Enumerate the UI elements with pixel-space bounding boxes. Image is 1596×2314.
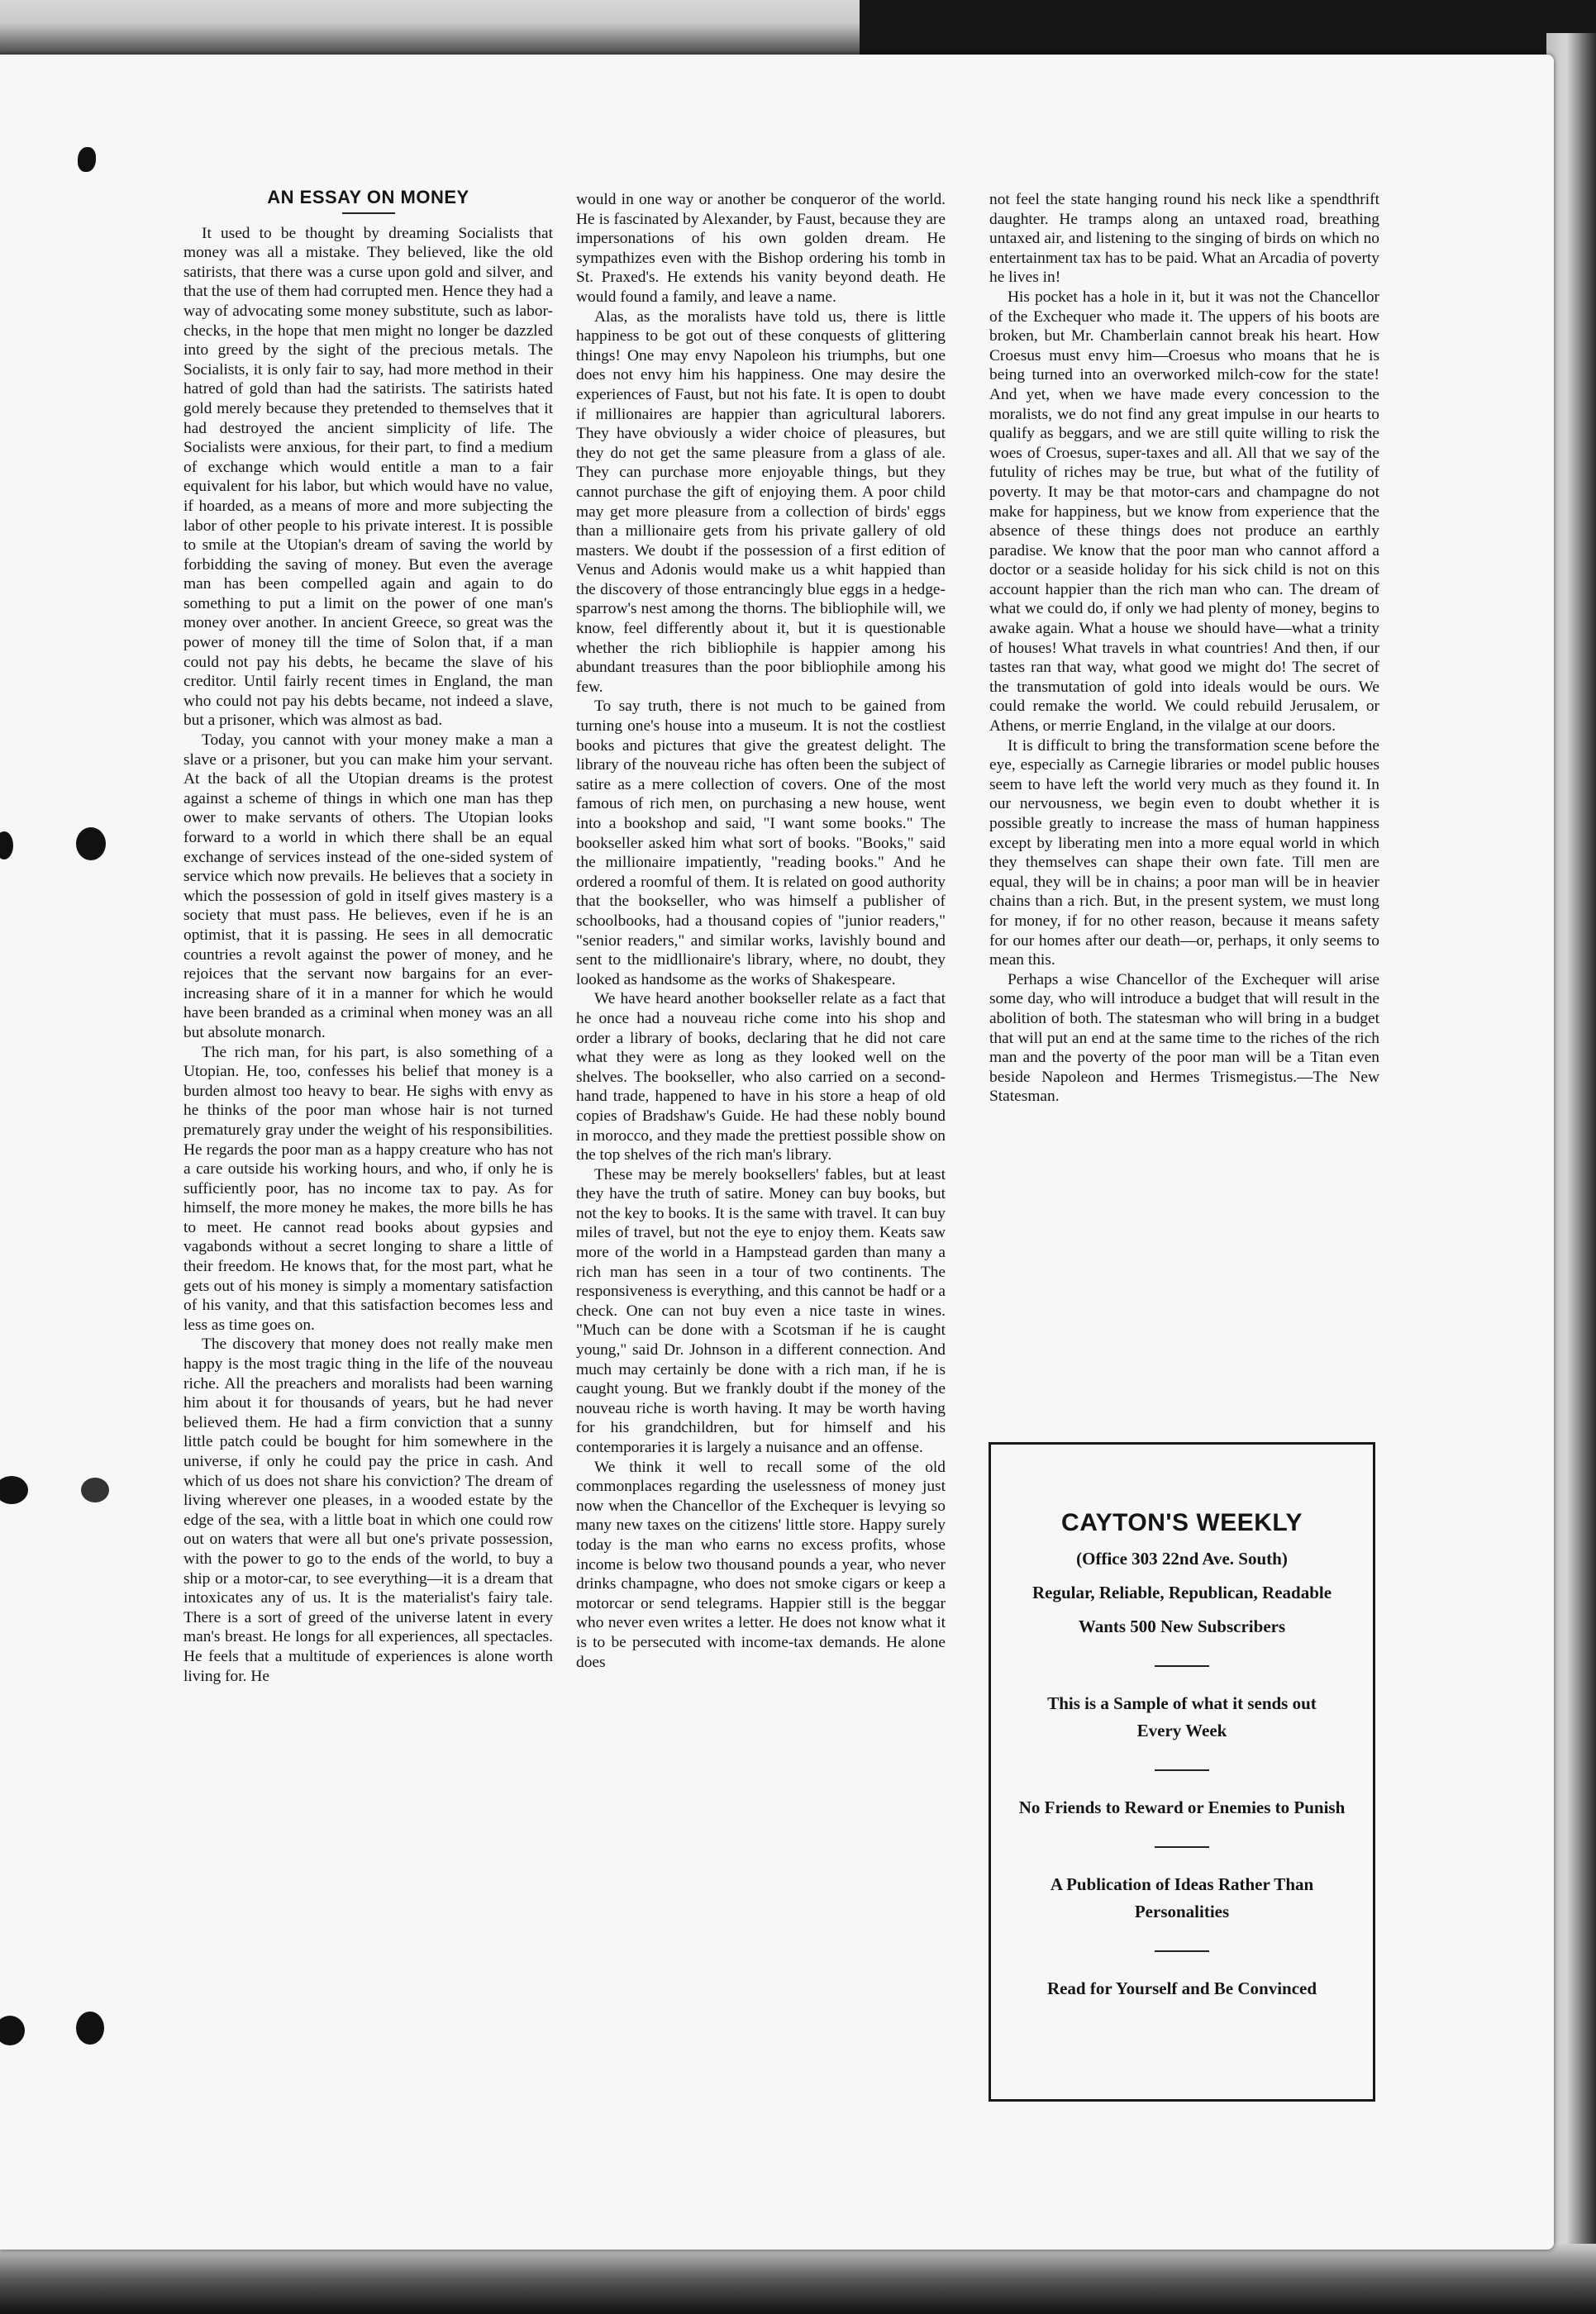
ad-wants: Wants 500 New Subscribers bbox=[1078, 1616, 1286, 1636]
punch-hole-left-upper bbox=[0, 831, 13, 859]
article-paragraph: It used to be thought by dreaming Socialists that money was all a mistake. They believed, like the old satirists, that there was a curse upon gold and silver, and that the use of them had corrupted men. Hence they had a way of advocating some money substitute, such as labor-checks, in the hope that men might no longer be dazzled into greed by the sight of the precious metals. The Socialists, it is only fair to say, had more method in their hatred of gold than had the satirists. The satirists hated gold merely because they pretended to themselves that it had destroyed the ancient simplicity of life. The Socialists were anxious, for their part, to find a medium of exchange which would entitle a man to a fair equivalent for his labor, but which would have no value, if hoarded, as a means of more and more subjecting the labor of other people to his private interest. It is possible to smile at the Utopian's dream of saving the world by forbidding the saving of money. But even the average man has been compelled again and again to do something to put a limit on the power of one man's money over another. In ancient Greece, so great was the power of money till the time of Solon that, if a man could not pay his debts, he became the slave of his creditor. Until fairly recent times in England, the man who could not pay his debts became, not indeed a slave, but a prisoner, which was almost as bad. bbox=[183, 224, 553, 730]
ad-ideas: A Publication of Ideas Rather Than Personalities bbox=[1050, 1874, 1314, 1921]
punch-hole-left-lower bbox=[0, 1476, 28, 1504]
article-paragraph: We think it well to recall some of the old commonplaces regarding the uselessness of money just now when the Chancellor of the Exchequer is levying so many new taxes on the citizens' little store. Happy surely today is the man who earns no excess profits, whose income is below two thousand pounds a year, who never drinks champagne, who does not smoke cigars or keep a motorcar or send telegrams. Happier still is the beggar who never even writes a letter. He does not know what it is to be persecuted with income-tax demands. He alone does bbox=[576, 1458, 946, 1671]
article-paragraph: It is difficult to bring the transformation scene before the eye, especially as Carnegie libraries or model public houses seem to have left the world very much as they found it. In our nervousness, we begin even to doubt whether it is possible greatly to increase the mass of human happiness except by liberating men into a more equal world in which they themselves can shape their own fate. Till men are equal, they will be in chains; a poor man will be in heavier chains than a rich. But, in the present system, we must long for money, if for no other reason, because it means safety for our homes after our death—or, perhaps, it only seems to mean this. bbox=[989, 736, 1379, 969]
ad-divider bbox=[1155, 1950, 1209, 1952]
punch-hole-bottom-mid bbox=[76, 2012, 104, 2045]
scan-right-edge bbox=[1546, 33, 1596, 2314]
article-paragraph: would in one way or another be conqueror of the world. He is fascinated by Alexander, by Faust, because they are impersonations of his own golden dream. He sympathizes even with the Bishop ordering his tomb in St. Praxed's. He extends his vanity beyond death. He would found a family, and leave a name. bbox=[576, 191, 946, 306]
scan-top-edge bbox=[0, 0, 1596, 58]
ad-office: (Office 303 22nd Ave. South) bbox=[1076, 1549, 1288, 1569]
article-paragraph: Alas, as the moralists have told us, there is little happiness to be got out of these conquests of glittering things! One may envy Napoleon his triumphs, but one does not envy him his happiness. One may desire the experiences of Faust, but not his fate. It is open to doubt if millionaires are happier than agricultural laborers. They have obviously a wider choice of pleasures, but they do not get the same pleasure from a glass of ale. They can purchase more enjoyable things, but they cannot purchase the gift of enjoying them. A poor child may get more pleasure from a collection of birds' eggs than a millionaire gets from his private gallery of old masters. We doubt if the possession of a first edition of Venus and Adonis would make us a whit happied than the discovery of those entrancingly blue eggs in a hedge-sparrow's nest among the thorns. The bibliophile will, we know, feel differently about it, but it is questionable whether the rich bibliophile is happier among his abundant treasures than the poor bibliophile among his few. bbox=[576, 307, 946, 696]
scan-bottom-edge bbox=[0, 2244, 1596, 2314]
article-column-3 bbox=[989, 190, 1379, 1107]
article-paragraph: The rich man, for his part, is also something of a Utopian. He, too, confesses his belief that money is a burden almost too heavy to bear. He sighs with envy as he thinks of the poor man whose hair is not turned prematurely gray under the weight of his responsibilities. He regards the poor man as a happy creature who has not a care outside his working hours, and who, if only he is sufficiently poor, has no income tax to pay. As for himself, the more money he makes, the more bills he has to meet. He cannot read books about gypsies and vagabonds without a secret longing to share a little of their freedom. He knows that, for the most part, what he gets out of his money is simply a momentary satisfaction of his vanity, and that this satisfaction becomes less and less as time goes on. bbox=[183, 1043, 553, 1334]
article-paragraph: We have heard another bookseller relate as a fact that he once had a nouveau riche come into his shop and order a library of books, declaring that he did not care what they were as long as they looked well on the shelves. The bookseller, who also carried on a second-hand trade, happened to have in his store a heap of old copies of Bradshaw's Guide. He had these nobly bound in morocco, and they made the prettiest possible show on the top shelves of the rich man's library. bbox=[576, 990, 946, 1164]
article-paragraph: To say truth, there is not much to be gained from turning one's house into a museum. It is not the costliest books and pictures that give the greatest delight. The library of the nouveau riche has often been the subject of satire as a mere collection of covers. One of the most famous of rich men, on purchasing a new house, went into a bookshop and said, "I want some books." The bookseller asked him what sort of books. "Books," said the millionaire impatiently, "reading books." And he ordered a roomful of them. It is related on good authority that the bookseller, who was himself a publisher of schoolbooks, had a thousand copies of "junior readers," "senior readers," and similar works, lavishly bound and sent to the midllionaire's library, where, no doubt, they looked as handsome as the works of Shakespeare. bbox=[576, 698, 946, 988]
ad-sample: This is a Sample of what it sends out Every Week bbox=[1047, 1693, 1317, 1740]
title-rule bbox=[342, 212, 395, 214]
punch-hole-mid-lower bbox=[81, 1478, 109, 1502]
article-paragraph: Today, you cannot with your money make a man a slave or a prisoner, but you can make him your servant. At the back of all the Utopian dreams is the protest against a scheme of things in which one man has thep ower to make servants of others. The Utopian looks forward to a world in which there shall be an equal exchange of services instead of the one-sided system of service which now prevails. He believes that a society in which the possession of gold in itself gives mastery is a society that must pass. He believes, even if he is an optimist, that it is passing. He sees in all democratic countries a revolt against the power of money, and he rejoices that the servant now bargains for an ever-increasing share of it in a manner for which he would have been branded as a criminal when money was an all but absolute monarch. bbox=[183, 731, 553, 1041]
article-column-1 bbox=[183, 186, 553, 1686]
article-paragraph: The discovery that money does not really make men happy is the most tragic thing in the life of the nouveau riche. All the preachers and moralists had been warning him about it for thousands of years, but he had never believed them. He had a firm conviction that a sunny little patch could be bought for him somewhere in the universe, if only he could pay the price in cash. And which of us does not share his conviction? The dream of living wherever one pleases, in a wooded estate by the edge of the sea, with a little boat in which one could row out on waters that were all but one's private possession, with the power to go to the ends of the world, to buy a ship or a motor-car, to see everything—it is a dream that intoxicates any of us. It is the materialist's fairy tale. There is a sort of greed of the universe latent in every man's breast. He longs for all experiences, all spectacles. He feels that a multitude of experiences is alone worth living for. He bbox=[183, 1336, 553, 1685]
scan-dark-corner bbox=[860, 0, 1596, 58]
ad-divider bbox=[1155, 1769, 1209, 1771]
article-paragraph: His pocket has a hole in it, but it was not the Chancellor of the Exchequer who made it. The uppers of his boots are broken, but Mr. Chamberlain cannot break his heart. How Croesus must envy him—Croesus who moans that he is being turned into an overworked milch-cow for the state! And yet, when we have made every concession to the moralists, we do not find any great impulse in our hearts to qualify as beggars, and we are still quite willing to risk the woes of Croesus, super-taxes and all. All that we say of the futulity of riches may be true, but what of the futility of poverty. It may be that motor-cars and champagne do not make for happiness, but we know from experience that the absence of these things does not produce an earthly paradise. We know that the poor man who cannot afford a doctor or a seaside holiday for his sick child is not on this account happier than the rich man who can. The dream of what we could do, if only we had plenty of money, begins to awake again. What a house we should have—what a trinity of houses! What travels in what countries! And then, if our tastes ran that way, what good we might do! The secret of the transmutation of gold into ideals would be ours. We could remake the world. We could rebuild Jerusalem, or Athens, or merrie England, in the vilalge at our doors. bbox=[989, 288, 1379, 736]
article-paragraph: These may be merely booksellers' fables, but at least they have the truth of satire. Money can buy books, but not the key to books. It is the same with travel. It can buy miles of travel, but not the eye to enjoy them. Keats saw more of the world in a Hampstead garden than many a rich man has seen in a tour of two continents. The responsiveness is everything, and this cannot be hadf or a check. One can not buy even a nice taste in wines. "Much can be done with a Scotsman if he is caught young," said Dr. Johnson in a different connection. And much may certainly be done with a rich man, if he is caught young. But we frankly doubt if the money of the nouveau riche is worth having. It may be worth having for his grandchildren, but for himself and his contemporaries it is largely a nuisance and an offense. bbox=[576, 1165, 946, 1456]
punch-hole-top bbox=[78, 147, 96, 172]
article-paragraph: Perhaps a wise Chancellor of the Exchequer will arise some day, who will introduce a budget that will result in the abolition of both. The statesman who will bring in a budget that will put an end at the same time to the riches of the rich man and the poverty of the poor man will be a Titan even beside Napoleon and Hermes Trismegistus.—The New Statesman. bbox=[989, 970, 1379, 1106]
ad-friends: No Friends to Reward or Enemies to Punish bbox=[1018, 1797, 1346, 1817]
caytons-weekly-ad bbox=[989, 1442, 1375, 2102]
article-title: AN ESSAY ON MONEY bbox=[267, 187, 469, 207]
ad-title: CAYTON'S WEEKLY bbox=[1061, 1509, 1303, 1536]
article-paragraph: not feel the state hanging round his neck like a spendthrift daughter. He tramps along an untaxed road, breathing untaxed air, and listening to the singing of birds on which no entertainment tax has to be paid. What an Arcadia of poverty he lives in! bbox=[989, 191, 1379, 287]
punch-hole-mid-upper bbox=[76, 827, 106, 860]
ad-read: Read for Yourself and Be Convinced bbox=[1046, 1978, 1317, 1998]
article-column-2 bbox=[576, 190, 946, 1672]
ad-divider bbox=[1155, 1846, 1209, 1848]
punch-hole-bottom-left bbox=[0, 2016, 25, 2045]
ad-divider bbox=[1155, 1665, 1209, 1667]
ad-slogan: Regular, Reliable, Republican, Readable bbox=[1031, 1583, 1332, 1602]
